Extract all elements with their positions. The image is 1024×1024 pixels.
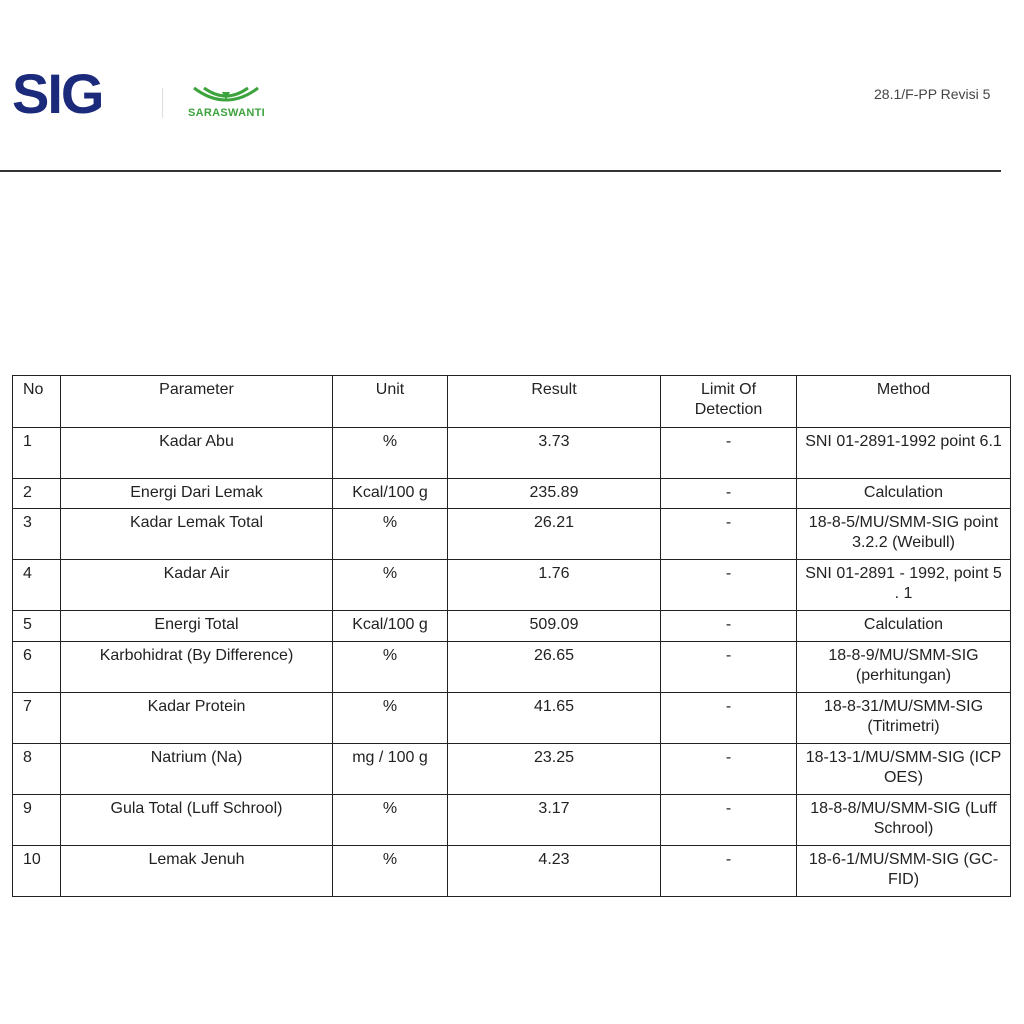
saraswanti-logo-icon [192, 70, 260, 104]
cell-lod: - [661, 795, 797, 846]
cell-lod: - [661, 428, 797, 479]
cell-result: 3.17 [448, 795, 661, 846]
table-row [13, 611, 1011, 642]
cell-method: SNI 01-2891-1992 point 6.1 [797, 428, 1011, 479]
cell-no: 4 [13, 560, 61, 611]
col-unit: Unit [333, 376, 448, 428]
cell-result: 4.23 [448, 846, 661, 897]
cell-lod: - [661, 509, 797, 560]
cell-no: 2 [13, 479, 61, 509]
cell-result: 3.73 [448, 428, 661, 479]
table-row [13, 642, 1011, 693]
saraswanti-logo-text: SARASWANTI [188, 107, 265, 119]
cell-unit: % [333, 693, 448, 744]
cell-lod: - [661, 846, 797, 897]
cell-unit: Kcal/100 g [333, 611, 448, 642]
cell-lod: - [661, 693, 797, 744]
cell-parameter: Energi Dari Lemak [61, 479, 333, 509]
cell-unit: % [333, 509, 448, 560]
cell-result: 235.89 [448, 479, 661, 509]
cell-parameter: Kadar Abu [61, 428, 333, 479]
col-parameter: Parameter [61, 376, 333, 428]
logo-divider [162, 88, 163, 118]
cell-method: SNI 01-2891 - 1992, point 5 . 1 [797, 560, 1011, 611]
table-row [13, 479, 1011, 509]
cell-result: 26.21 [448, 509, 661, 560]
table-row [13, 509, 1011, 560]
cell-parameter: Kadar Air [61, 560, 333, 611]
cell-method: 18-8-5/MU/SMM-SIG point 3.2.2 (Weibull) [797, 509, 1011, 560]
table-header [13, 376, 1011, 428]
cell-unit: % [333, 428, 448, 479]
table-row [13, 560, 1011, 611]
table-row [13, 795, 1011, 846]
cell-method: 18-8-31/MU/SMM-SIG (Titrimetri) [797, 693, 1011, 744]
cell-lod: - [661, 560, 797, 611]
cell-result: 26.65 [448, 642, 661, 693]
cell-lod: - [661, 479, 797, 509]
cell-parameter: Gula Total (Luff Schrool) [61, 795, 333, 846]
cell-no: 6 [13, 642, 61, 693]
cell-no: 10 [13, 846, 61, 897]
cell-parameter: Kadar Lemak Total [61, 509, 333, 560]
cell-no: 3 [13, 509, 61, 560]
sig-logo: SIG [12, 62, 103, 125]
cell-method: 18-13-1/MU/SMM-SIG (ICP OES) [797, 744, 1011, 795]
cell-no: 8 [13, 744, 61, 795]
revision-code: 28.1/F-PP Revisi 5 [874, 86, 991, 102]
cell-no: 5 [13, 611, 61, 642]
results-table [12, 375, 1011, 897]
cell-no: 9 [13, 795, 61, 846]
cell-no: 1 [13, 428, 61, 479]
table-row [13, 693, 1011, 744]
cell-method: 18-8-8/MU/SMM-SIG (Luff Schrool) [797, 795, 1011, 846]
cell-lod: - [661, 744, 797, 795]
header-divider [0, 170, 1001, 172]
cell-parameter: Natrium (Na) [61, 744, 333, 795]
col-result: Result [448, 376, 661, 428]
table-row [13, 846, 1011, 897]
cell-no: 7 [13, 693, 61, 744]
cell-lod: - [661, 642, 797, 693]
cell-method: 18-8-9/MU/SMM-SIG (perhitungan) [797, 642, 1011, 693]
cell-lod: - [661, 611, 797, 642]
cell-unit: % [333, 846, 448, 897]
cell-parameter: Lemak Jenuh [61, 846, 333, 897]
cell-method: Calculation [797, 479, 1011, 509]
cell-result: 509.09 [448, 611, 661, 642]
col-lod: Limit Of Detection [661, 376, 797, 428]
cell-unit: % [333, 560, 448, 611]
cell-unit: Kcal/100 g [333, 479, 448, 509]
cell-unit: mg / 100 g [333, 744, 448, 795]
col-no: No [13, 376, 61, 428]
cell-method: Calculation [797, 611, 1011, 642]
cell-result: 1.76 [448, 560, 661, 611]
cell-method: 18-6-1/MU/SMM-SIG (GC-FID) [797, 846, 1011, 897]
cell-parameter: Karbohidrat (By Difference) [61, 642, 333, 693]
cell-result: 23.25 [448, 744, 661, 795]
cell-parameter: Energi Total [61, 611, 333, 642]
cell-unit: % [333, 795, 448, 846]
cell-unit: % [333, 642, 448, 693]
table-row [13, 744, 1011, 795]
cell-parameter: Kadar Protein [61, 693, 333, 744]
cell-result: 41.65 [448, 693, 661, 744]
col-method: Method [797, 376, 1011, 428]
table-row [13, 428, 1011, 479]
